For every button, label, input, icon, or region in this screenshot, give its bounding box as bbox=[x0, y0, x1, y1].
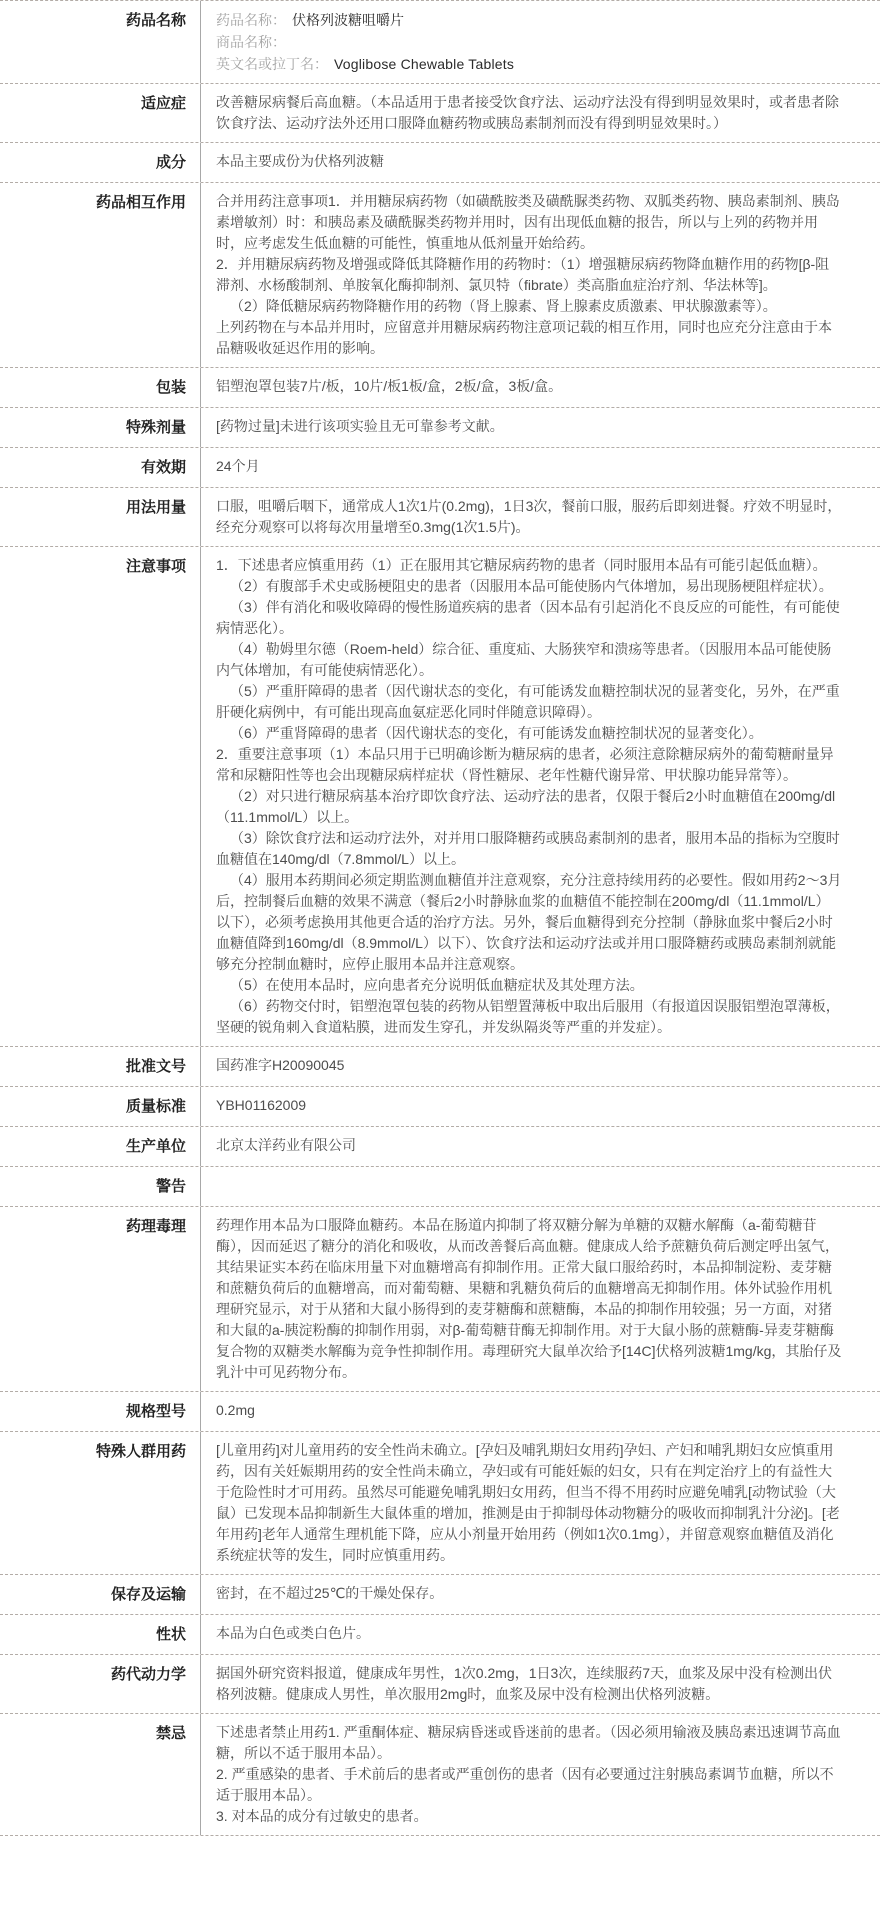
row-label: 包装 bbox=[155, 379, 186, 396]
field-name: 英文名或拉丁名： bbox=[216, 56, 328, 72]
content-paragraph: 北京太洋药业有限公司 bbox=[216, 1137, 356, 1153]
row-content bbox=[200, 1714, 880, 1835]
content-paragraph: （4）服用本药期间必须定期监测血糖值并注意观察，充分注意持续用药的必要性。假如用药2～3月后，控制餐后血糖的效果不满意（餐后2小时静脉血浆的血糖值不能控制在200mg/dl（11.1mmol/L）以下），必须考虑换用其他更合适的治疗方法。另外，餐后血糖得到充分控制（静脉血浆中餐后2小时血糖值降到160mg/dl（8.9mmol/L）以下）、饮食疗法和运动疗法或并用口服降糖药或胰岛素制剂就能够充分控制血糖时，应停止服用本品并注意观察。 bbox=[216, 872, 842, 972]
content-paragraph: （5）严重肝障碍的患者（因代谢状态的变化，有可能诱发血糖控制状况的显著变化，另外，在严重肝硬化病例中，有可能出现高血氨症恶化同时伴随意识障碍）。 bbox=[216, 683, 840, 720]
content-paragraph: 本品为白色或类白色片。 bbox=[216, 1625, 370, 1641]
row-label: 禁忌 bbox=[155, 1725, 186, 1742]
row-label: 药品相互作用 bbox=[95, 194, 186, 211]
content-paragraph: （2）降低糖尿病药物降糖作用的药物（肾上腺素、肾上腺素皮质激素、甲状腺激素等）。 bbox=[230, 298, 777, 314]
table-row bbox=[0, 1207, 880, 1392]
content-paragraph: YBH01162009 bbox=[216, 1097, 307, 1113]
content-paragraph: 药理作用本品为口服降血糖药。本品在肠道内抑制了将双糖分解为单糖的双糖水解酶（a-葡萄糖苷酶），因而延迟了糖分的消化和吸收，从而改善餐后高血糖。健康成人给予蔗糖负荷后测定呼出氢气，其结果证实本药在临床用量下对血糖增高有抑制作用。正常大鼠口服给药时，本品抑制淀粉、麦芽糖和蔗糖负荷后的血糖增高，而对葡萄糖、果糖和乳糖负荷后的血糖增高无抑制作用。体外试验作用机理研究显示，对于从猪和大鼠小肠得到的麦芽糖酶和蔗糖酶，本品的抑制作用较强；另一方面，对猪和大鼠的a-胰淀粉酶的抑制作用弱，对β-葡萄糖苷酶无抑制作用。对于大鼠小肠的蔗糖酶-异麦芽糖酶复合物的双糖类水解酶为竞争性抑制作用。毒理研究大鼠单次给予[14C]伏格列波糖1mg/kg，其胎仔及乳汁中可见药物分布。 bbox=[216, 1217, 842, 1380]
content-paragraph: 口服，咀嚼后咽下，通常成人1次1片(0.2mg)，1日3次，餐前口服，服药后即刻进餐。疗效不明显时，经充分观察可以将每次用量增至0.3mg(1次1.5片)。 bbox=[216, 498, 842, 535]
row-content bbox=[200, 448, 880, 487]
row-label: 成分 bbox=[155, 154, 186, 171]
row-content bbox=[200, 1392, 880, 1431]
table-row bbox=[0, 1615, 880, 1655]
content-paragraph: 2．并用糖尿病药物及增强或降低其降糖作用的药物时：（1）增强糖尿病药物降血糖作用的药物[β-阻滞剂、水杨酸制剂、单胺氧化酶抑制剂、氯贝特（fibrate）类高脂血症治疗剂、华法林等]。 bbox=[216, 256, 830, 293]
field-name: 商品名称： bbox=[216, 34, 286, 50]
content-paragraph: 国药准字H20090045 bbox=[216, 1057, 345, 1073]
table-row bbox=[0, 547, 880, 1047]
row-content bbox=[200, 1575, 880, 1614]
row-label: 警告 bbox=[155, 1178, 186, 1195]
field-value: Voglibose Chewable Tablets bbox=[334, 56, 515, 72]
row-content bbox=[200, 408, 880, 447]
row-label: 特殊人群用药 bbox=[95, 1443, 186, 1460]
table-row bbox=[0, 1127, 880, 1167]
row-label: 性状 bbox=[155, 1626, 186, 1643]
content-paragraph: （2）有腹部手术史或肠梗阻史的患者（因服用本品可能使肠内气体增加，易出现肠梗阻样症状）。 bbox=[230, 578, 833, 594]
row-label: 注意事项 bbox=[125, 558, 186, 575]
content-paragraph: 2. 严重感染的患者、手术前后的患者或严重创伤的患者（因有必要通过注射胰岛素调节血糖，所以不适于服用本品）。 bbox=[216, 1766, 834, 1803]
table-row bbox=[0, 368, 880, 408]
table-row bbox=[0, 488, 880, 547]
content-paragraph: 改善糖尿病餐后高血糖。（本品适用于患者接受饮食疗法、运动疗法没有得到明显效果时，或者患者除饮食疗法、运动疗法外还用口服降血糖药物或胰岛素制剂而没有得到明显效果时。） bbox=[216, 94, 839, 131]
row-content bbox=[200, 1167, 880, 1206]
row-content bbox=[200, 1207, 880, 1391]
row-label: 生产单位 bbox=[125, 1138, 186, 1155]
content-paragraph: （4）勒姆里尔德（Roem-held）综合征、重度疝、大肠狭窄和溃疡等患者。（因服用本品可能使肠内气体增加，有可能使病情恶化）。 bbox=[216, 641, 832, 678]
row-label: 质量标准 bbox=[125, 1098, 186, 1115]
row-content bbox=[200, 1655, 880, 1713]
row-content bbox=[200, 1127, 880, 1166]
content-paragraph: 据国外研究资料报道，健康成年男性，1次0.2mg，1日3次，连续服药7天，血浆及尿中没有检测出伏格列波糖。健康成人男性，单次服用2mg时，血浆及尿中没有检测出伏格列波糖。 bbox=[216, 1665, 833, 1702]
row-content bbox=[200, 143, 880, 182]
content-paragraph: 合并用药注意事项1．并用糖尿病药物（如磺酰胺类及磺酰脲类药物、双胍类药物、胰岛素制剂、胰岛素增敏剂）时：和胰岛素及磺酰脲类药物并用时，因有出现低血糖的报告，所以与上列的药物并用时，应考虑发生低血糖的可能性，慎重地从低剂量开始给药。 bbox=[216, 193, 840, 251]
table-row bbox=[0, 1167, 880, 1207]
content-paragraph: （2）对只进行糖尿病基本治疗即饮食疗法、运动疗法的患者，仅限于餐后2小时血糖值在200mg/dl（11.1mmol/L）以上。 bbox=[216, 788, 836, 825]
row-label: 保存及运输 bbox=[110, 1586, 186, 1603]
content-paragraph: 2．重要注意事项（1）本品只用于已明确诊断为糖尿病的患者，必须注意除糖尿病外的葡萄糖耐量异常和尿糖阳性等也会出现糖尿病样症状（肾性糖尿、老年性糖代谢异常、甲状腺功能异常等）。 bbox=[216, 746, 834, 783]
row-content bbox=[200, 183, 880, 367]
content-paragraph: （6）严重肾障碍的患者（因代谢状态的变化，有可能诱发血糖控制状况的显著变化）。 bbox=[230, 725, 763, 741]
row-content bbox=[200, 1615, 880, 1654]
content-paragraph: （3）伴有消化和吸收障碍的慢性肠道疾病的患者（因本品有引起消化不良反应的可能性，有可能使病情恶化）。 bbox=[216, 599, 840, 636]
content-paragraph: 3. 对本品的成分有过敏史的患者。 bbox=[216, 1808, 428, 1824]
row-label: 适应症 bbox=[140, 95, 186, 112]
content-paragraph: （5）在使用本品时，应向患者充分说明低血糖症状及其处理方法。 bbox=[230, 977, 644, 993]
table-row bbox=[0, 1575, 880, 1615]
row-label: 药理毒理 bbox=[125, 1218, 186, 1235]
content-paragraph: （3）除饮食疗法和运动疗法外，对并用口服降糖药或胰岛素制剂的患者，服用本品的指标为空腹时血糖值在140mg/dl（7.8mmol/L）以上。 bbox=[216, 830, 840, 867]
table-row bbox=[0, 183, 880, 368]
row-label: 规格型号 bbox=[125, 1403, 186, 1420]
table-row bbox=[0, 1, 880, 84]
content-paragraph: 24个月 bbox=[216, 458, 260, 474]
row-content bbox=[200, 1, 880, 83]
table-row bbox=[0, 1047, 880, 1087]
row-label: 特殊剂量 bbox=[125, 419, 186, 436]
table-row bbox=[0, 448, 880, 488]
content-paragraph: 本品主要成份为伏格列波糖 bbox=[216, 153, 384, 169]
table-row bbox=[0, 1432, 880, 1575]
row-content bbox=[200, 1047, 880, 1086]
table-row bbox=[0, 408, 880, 448]
field-line bbox=[216, 9, 842, 31]
content-paragraph: 密封，在不超过25℃的干燥处保存。 bbox=[216, 1585, 444, 1601]
row-label: 批准文号 bbox=[125, 1058, 186, 1075]
row-label: 药品名称 bbox=[125, 12, 186, 29]
table-row bbox=[0, 143, 880, 183]
content-paragraph: 铝塑泡罩包装7片/板，10片/板1板/盒，2板/盒，3板/盒。 bbox=[216, 378, 563, 394]
row-content bbox=[200, 368, 880, 407]
table-row bbox=[0, 84, 880, 143]
content-paragraph: [药物过量]未进行该项实验且无可靠参考文献。 bbox=[216, 418, 504, 434]
content-paragraph: 下述患者禁止用药1. 严重酮体症、糖尿病昏迷或昏迷前的患者。（因必须用输液及胰岛素迅速调节高血糖，所以不适于服用本品）。 bbox=[216, 1724, 841, 1761]
table-row bbox=[0, 1655, 880, 1714]
content-paragraph: [儿童用药]对儿童用药的安全性尚未确立。[孕妇及哺乳期妇女用药]孕妇、产妇和哺乳期妇女应慎重用药，因有关妊娠期用药的安全性尚未确立，孕妇或有可能妊娠的妇女，只有在判定治疗上的有益性大于危险性时才可用药。虽然尽可能避免哺乳期妇女用药，但当不得不用药时应避免哺乳[动物试验（大鼠）已发现本品抑制新生大鼠体重的增加，推测是由于抑制母体动物糖分的吸收而抑制乳汁分泌]。[老年用药]老年人通常生理机能下降，应从小剂量开始用药（例如1次0.1mg），并留意观察血糖值及消化系统症状等的发生，同时应慎重用药。 bbox=[216, 1442, 840, 1563]
table-row bbox=[0, 1714, 880, 1836]
row-label: 有效期 bbox=[140, 459, 186, 476]
content-paragraph: （6）药物交付时，铝塑泡罩包装的药物从铝塑置薄板中取出后服用（有报道因误服铝塑泡罩薄板，坚硬的锐角刺入食道粘膜，进而发生穿孔，并发纵隔炎等严重的并发症）。 bbox=[216, 998, 840, 1035]
row-content bbox=[200, 1087, 880, 1126]
field-line bbox=[216, 31, 842, 53]
table-row bbox=[0, 1087, 880, 1127]
row-content bbox=[200, 488, 880, 546]
content-paragraph: 0.2mg bbox=[216, 1402, 255, 1418]
content-paragraph: 上列药物在与本品并用时，应留意并用糖尿病药物注意项记载的相互作用，同时也应充分注意由于本品糖吸收延迟作用的影响。 bbox=[216, 319, 832, 356]
row-content bbox=[200, 547, 880, 1046]
row-content bbox=[200, 84, 880, 142]
field-value: 伏格列波糖咀嚼片 bbox=[292, 12, 404, 28]
row-label: 药代动力学 bbox=[110, 1666, 186, 1683]
field-name: 药品名称： bbox=[216, 12, 286, 28]
table-row bbox=[0, 1392, 880, 1432]
row-label: 用法用量 bbox=[125, 499, 186, 516]
row-content bbox=[200, 1432, 880, 1574]
content-paragraph: 1．下述患者应慎重用药（1）正在服用其它糖尿病药物的患者（同时服用本品有可能引起低血糖）。 bbox=[216, 557, 827, 573]
field-line bbox=[216, 53, 842, 75]
